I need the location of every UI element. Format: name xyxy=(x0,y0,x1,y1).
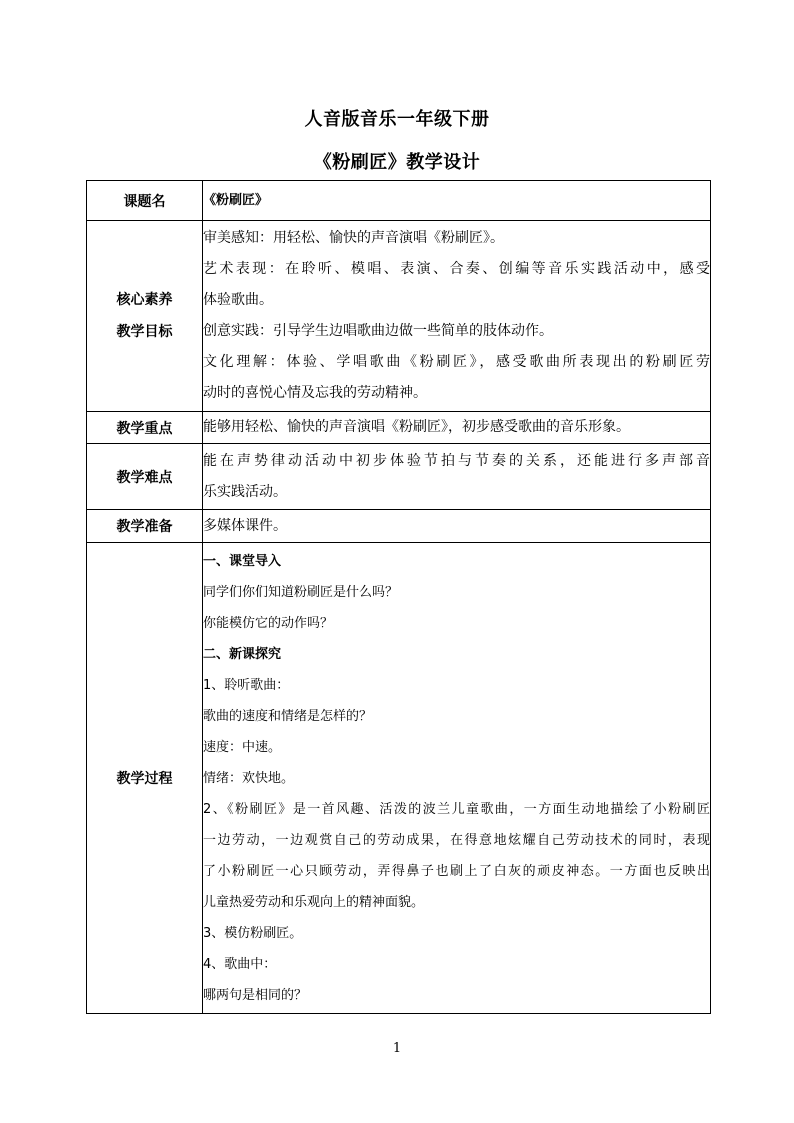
goals-line: 审美感知：用轻松、愉快的声音演唱《粉刷匠》。 xyxy=(203,230,504,246)
goals-line: 创意实践：引导学生边唱歌曲边做一些简单的肢体动作。 xyxy=(203,323,553,339)
process-line: 4、歌曲中： xyxy=(203,956,277,972)
process-line: 了小粉刷匠一心只顾劳动，弄得鼻子也刷上了白灰的顽皮神态。一方面也反映出 xyxy=(203,863,710,879)
process-line: 一边劳动，一边观赏自己的劳动成果，在得意地炫耀自己劳动技术的同时，表现 xyxy=(203,832,710,848)
document-title: 人音版音乐一年级下册 xyxy=(304,109,490,130)
preparation-text: 多媒体课件。 xyxy=(203,517,287,534)
preparation-content xyxy=(203,510,711,543)
table-row-preparation xyxy=(87,510,711,543)
topic-label: 课题名 xyxy=(87,181,203,221)
table-row-process xyxy=(87,543,711,1014)
process-line: 儿童热爱劳动和乐观向上的精神面貌。 xyxy=(203,894,425,910)
process-line: 你能模仿它的动作吗？ xyxy=(203,615,334,631)
process-content xyxy=(203,543,711,1014)
goals-label-line1: 核心素养 xyxy=(116,292,173,308)
key-points-content xyxy=(203,412,711,444)
goals-label xyxy=(87,221,203,412)
difficulties-label: 教学难点 xyxy=(87,444,203,510)
topic-text: 《粉刷匠》 xyxy=(203,193,269,208)
table-row-topic xyxy=(87,181,711,221)
process-section-heading: 一、课堂导入 xyxy=(203,553,282,569)
process-label: 教学过程 xyxy=(87,543,203,1014)
key-points-text: 能够用轻松、愉快的声音演唱《粉刷匠》，初步感受歌曲的音乐形象。 xyxy=(203,419,630,435)
process-line: 情绪：欢快地。 xyxy=(203,770,295,786)
goals-line: 文化理解：体验、学唱歌曲《粉刷匠》，感受歌曲所表现出的粉刷匠劳 xyxy=(203,354,710,370)
table-row-goals xyxy=(87,221,711,412)
table-row-key-points xyxy=(87,412,711,444)
goals-line: 艺术表现：在聆听、模唱、表演、合奏、创编等音乐实践活动中，感受 xyxy=(203,261,710,277)
document-subtitle: 《粉刷匠》教学设计 xyxy=(313,152,481,173)
lesson-plan-table xyxy=(86,180,711,1014)
process-line: 歌曲的速度和情绪是怎样的？ xyxy=(203,708,373,724)
difficulties-line: 乐实践活动。 xyxy=(203,483,287,500)
page-number: 1 xyxy=(392,1041,402,1056)
process-line: 2、《粉刷匠》是一首风趣、活泼的波兰儿童歌曲，一方面生动地描绘了小粉刷匠 xyxy=(203,801,710,817)
process-section-heading: 二、新课探究 xyxy=(203,646,282,662)
key-points-label: 教学重点 xyxy=(87,412,203,444)
goals-content xyxy=(203,221,711,412)
difficulties-line: 能在声势律动活动中初步体验节拍与节奏的关系，还能进行多声部音 xyxy=(203,452,710,469)
difficulties-content xyxy=(203,444,711,510)
goals-line: 体验歌曲。 xyxy=(203,292,273,308)
process-line: 3、模仿粉刷匠。 xyxy=(203,925,303,941)
preparation-label: 教学准备 xyxy=(87,510,203,543)
topic-value xyxy=(203,181,711,221)
process-line: 速度：中速。 xyxy=(203,739,282,755)
process-line: 1、聆听歌曲： xyxy=(203,677,290,693)
goals-line: 动时的喜悦心情及忘我的劳动精神。 xyxy=(203,385,427,401)
goals-label-line2: 教学目标 xyxy=(116,324,173,340)
process-line: 哪两句是相同的？ xyxy=(203,987,308,1003)
table-row-difficulties xyxy=(87,444,711,510)
process-line: 同学们你们知道粉刷匠是什么吗？ xyxy=(203,584,399,600)
